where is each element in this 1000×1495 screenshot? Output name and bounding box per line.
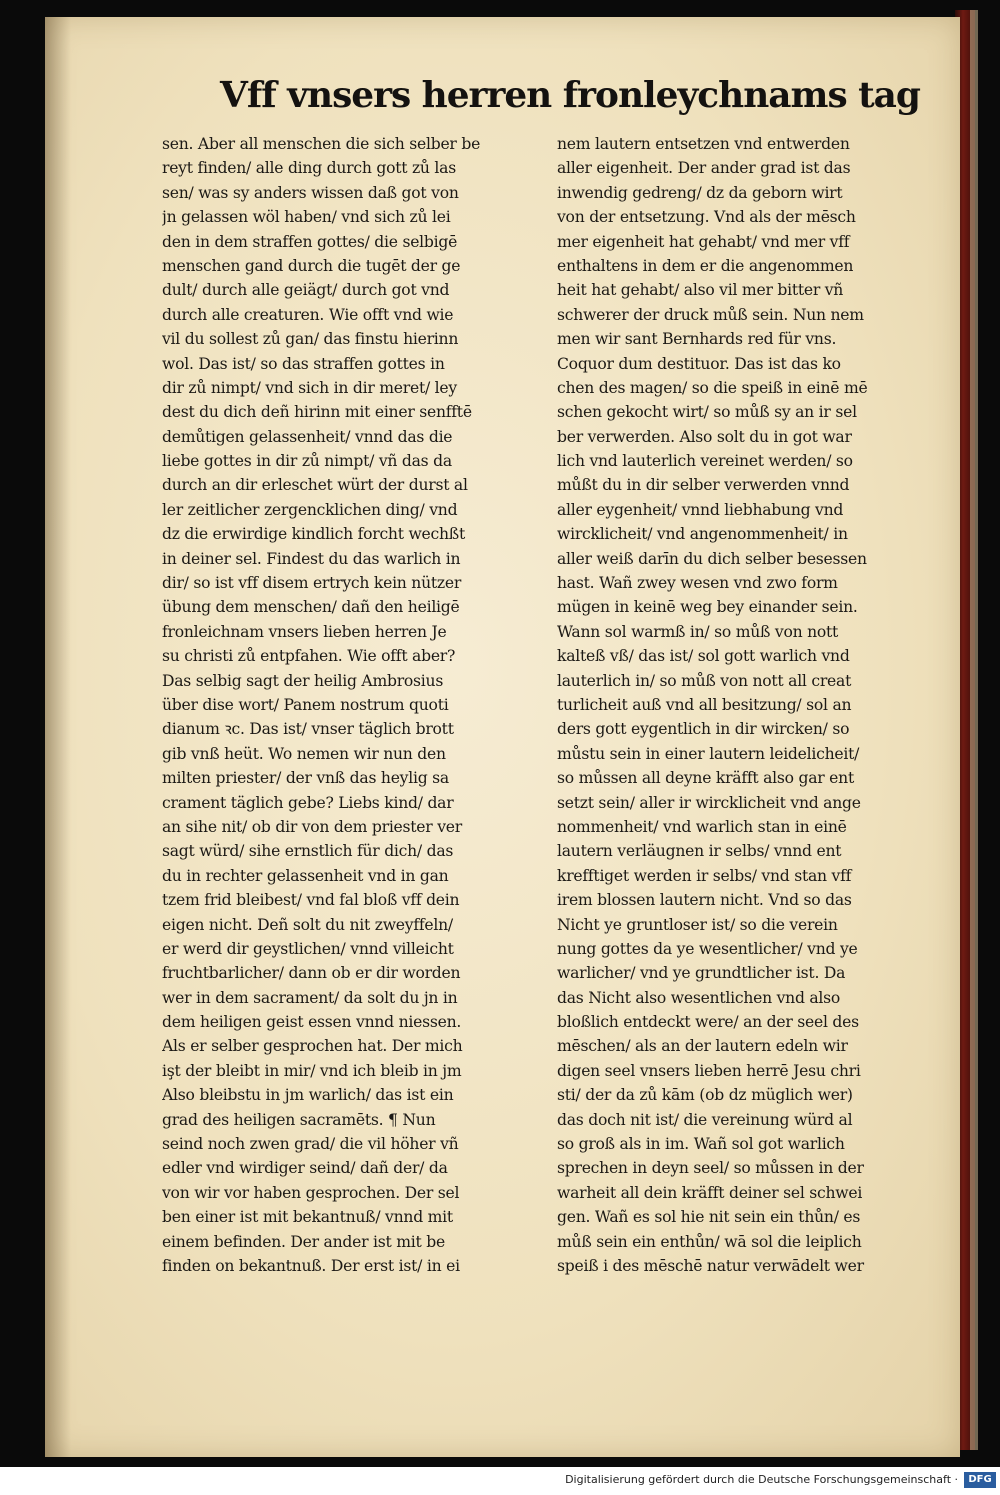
text-line: lich vnd lauterlich vereinet werden/ so bbox=[557, 452, 853, 471]
text-line: crament täglich gebe? Liebs kind/ dar bbox=[162, 793, 454, 812]
text-column-left bbox=[162, 132, 542, 1278]
text-line: seind noch zwen grad/ die vil höher vñ bbox=[162, 1135, 459, 1154]
text-line: wol. Das ist/ so das straffen gottes in bbox=[162, 354, 445, 373]
text-line: in deiner sel. Findest du das warlich in bbox=[162, 549, 461, 568]
text-line: men wir sant Bernhards red für vns. bbox=[557, 330, 837, 349]
text-line: lautern verläugnen ir selbs/ vnnd ent bbox=[557, 842, 842, 861]
text-line: fronleichnam vnsers lieben herren Je bbox=[162, 622, 447, 641]
text-line: schwerer der druck můß sein. Nun nem bbox=[557, 305, 864, 324]
text-line: Also bleibstu in jm warlich/ das ist ein bbox=[162, 1086, 454, 1105]
text-line: das doch nit ist/ die vereinung würd al bbox=[557, 1110, 853, 1129]
gutter-shadow bbox=[45, 17, 71, 1457]
text-line: du in rechter gelassenheit vnd in gan bbox=[162, 866, 449, 885]
text-line: fruchtbarlicher/ dann ob er dir worden bbox=[162, 964, 461, 983]
text-line: durch an dir erleschet würt der durst al bbox=[162, 476, 468, 495]
text-line: vil du sollest zů gan/ das finstu hierinn bbox=[162, 330, 459, 349]
text-line: er werd dir geystlichen/ vnnd villeicht bbox=[162, 939, 454, 958]
text-line: mer eigenheit hat gehabt/ vnd mer vff bbox=[557, 232, 850, 251]
text-line: sen/ was sy anders wissen daß got von bbox=[162, 183, 459, 202]
text-line: ber verwerden. Also solt du in got war bbox=[557, 427, 852, 446]
text-line: lauterlich in/ so můß von nott all creat bbox=[557, 671, 852, 690]
text-line: dest du dich deñ hirinn mit einer senfftē bbox=[162, 403, 472, 422]
text-line: setzt sein/ aller ir wircklicheit vnd ange bbox=[557, 793, 861, 812]
text-line: dult/ durch alle geiägt/ durch got vnd bbox=[162, 281, 450, 300]
text-line: eigen nicht. Deñ solt du nit zweyffeln/ bbox=[162, 915, 453, 934]
text-line: můstu sein in einer lautern leidelicheit/ bbox=[557, 744, 860, 763]
text-line: Das selbig sagt der heilig Ambrosius bbox=[162, 671, 444, 690]
text-line: menschen gand durch die tugēt der ge bbox=[162, 256, 461, 275]
text-line: nem lautern entsetzen vnd entwerden bbox=[557, 135, 850, 153]
text-line: warlicher/ vnd ye grundtlicher ist. Da bbox=[557, 964, 846, 983]
text-line: dir/ so ist vff disem ertrych kein nützer bbox=[162, 574, 462, 593]
text-line: jn gelassen wöl haben/ vnd sich zů lei bbox=[162, 208, 451, 227]
text-line: sti/ der da zů kām (ob dz müglich wer) bbox=[557, 1086, 853, 1105]
text-line: kalteß vß/ das ist/ sol gott warlich vnd bbox=[557, 647, 850, 666]
text-line: einem befinden. Der ander ist mit be bbox=[162, 1232, 445, 1251]
text-line: gib vnß heüt. Wo nemen wir nun den bbox=[162, 744, 446, 763]
text-line: an sihe nit/ ob dir von dem priester ver bbox=[162, 817, 462, 836]
text-line: so můssen all deyne kräfft also gar ent bbox=[557, 769, 854, 788]
text-line: wer in dem sacrament/ da solt du jn in bbox=[162, 988, 458, 1007]
text-line: von wir vor haben gesprochen. Der sel bbox=[162, 1183, 460, 1202]
text-line: aller weiß darīn du dich selber besessen bbox=[557, 549, 867, 568]
text-line: Als er selber gesprochen hat. Der mich bbox=[162, 1037, 463, 1056]
text-line: digen seel vnsers lieben herrē Jesu chri bbox=[557, 1061, 861, 1080]
text-line: mügen in keinē weg bey einander sein. bbox=[557, 598, 858, 617]
text-line: demůtigen gelassenheit/ vnnd das die bbox=[162, 427, 453, 446]
text-line: übung dem menschen/ dañ den heiligē bbox=[162, 598, 460, 617]
text-line: aller eygenheit/ vnnd liebhabung vnd bbox=[557, 500, 844, 519]
text-line: sen. Aber all menschen die sich selber be bbox=[162, 135, 481, 153]
text-line: nung gottes da ye wesentlicher/ vnd ye bbox=[557, 939, 858, 958]
text-line: turlicheit auß vnd all besitzung/ sol an bbox=[557, 695, 852, 714]
text-line: irem blossen lautern nicht. Vnd so das bbox=[557, 891, 852, 910]
text-line: den in dem straffen gottes/ die selbigē bbox=[162, 232, 458, 251]
running-heading: Vff vnsers herren fronleychnams tag bbox=[220, 74, 920, 116]
text-line: Nicht ye gruntloser ist/ so die verein bbox=[557, 915, 838, 934]
text-line: sagt würd/ sihe ernstlich für dich/ das bbox=[162, 842, 454, 861]
text-line: warheit all dein kräfft deiner sel schwei bbox=[557, 1183, 863, 1202]
text-line: hast. Wañ zwey wesen vnd zwo form bbox=[557, 574, 838, 593]
text-line: edler vnd wirdiger seind/ dañ der/ da bbox=[162, 1159, 448, 1178]
text-line: můßt du in dir selber verwerden vnnd bbox=[557, 476, 850, 495]
text-line: ler zeitlicher zergencklichen ding/ vnd bbox=[162, 500, 458, 519]
text-line: heit hat gehabt/ also vil mer bitter vñ bbox=[557, 281, 844, 300]
text-line: dz die erwirdige kindlich forcht wechßt bbox=[162, 525, 465, 544]
text-line: můß sein ein enthůn/ wā sol die leiplich bbox=[557, 1232, 862, 1251]
text-line: speiß i des mēschē natur verwādelt wer bbox=[557, 1256, 864, 1275]
text-line: Coquor dum destituor. Das ist das ko bbox=[557, 354, 841, 373]
footer-bar bbox=[0, 1467, 1000, 1495]
text-line: bloßlich entdeckt were/ an der seel des bbox=[557, 1013, 859, 1032]
text-line: tzem frid bleibest/ vnd fal bloß vff dein bbox=[162, 891, 460, 910]
text-line: wircklicheit/ vnd angenommenheit/ in bbox=[557, 525, 848, 544]
text-line: schen gekocht wirt/ so můß sy an ir sel bbox=[557, 403, 857, 422]
text-line: finden on bekantnuß. Der erst ist/ in ei bbox=[162, 1256, 460, 1275]
text-line: mēschen/ als an der lautern edeln wir bbox=[557, 1037, 848, 1056]
text-line: ben einer ist mit bekantnuß/ vnnd mit bbox=[162, 1208, 453, 1227]
text-line: nommenheit/ vnd warlich stan in einē bbox=[557, 817, 847, 836]
text-line: über dise wort/ Panem nostrum quoti bbox=[162, 695, 449, 714]
text-line: gen. Wañ es sol hie nit sein ein thůn/ es bbox=[557, 1208, 861, 1227]
dfg-logo: DFG bbox=[964, 1472, 996, 1488]
text-line: enthaltens in dem er die angenommen bbox=[557, 256, 854, 275]
text-line: aller eigenheit. Der ander grad ist das bbox=[557, 159, 851, 178]
text-line: so groß als in im. Wañ sol got warlich bbox=[557, 1135, 845, 1154]
page-edge-highlight bbox=[970, 10, 978, 1450]
text-column-right bbox=[557, 132, 935, 1278]
text-line: durch alle creaturen. Wie offt vnd wie bbox=[162, 305, 454, 324]
text-line: krefftiget werden ir selbs/ vnd stan vff bbox=[557, 866, 852, 885]
text-line: chen des magen/ so die speiß in einē mē bbox=[557, 378, 868, 397]
text-line: das Nicht also wesentlichen vnd also bbox=[557, 988, 841, 1007]
text-line: sprechen in deyn seel/ so můssen in der bbox=[557, 1159, 864, 1178]
text-line: dianum ꝛc. Das ist/ vnser täglich brott bbox=[162, 720, 454, 739]
text-line: von der entsetzung. Vnd als der mēsch bbox=[557, 208, 856, 227]
text-line: grad des heiligen sacramēts. ¶ Nun bbox=[162, 1110, 436, 1129]
text-line: işt der bleibt in mir/ vnd ich bleib in jm bbox=[162, 1061, 462, 1080]
text-line: liebe gottes in dir zů nimpt/ vñ das da bbox=[162, 452, 452, 471]
funding-credit: Digitalisierung gefördert durch die Deutsche Forschungsgemeinschaft · bbox=[565, 1473, 958, 1486]
text-line: Wann sol warmß in/ so můß von nott bbox=[557, 622, 839, 641]
text-line: milten priester/ der vnß das heylig sa bbox=[162, 769, 449, 788]
text-line: su christi zů entpfahen. Wie offt aber? bbox=[162, 647, 456, 666]
text-line: inwendig gedreng/ dz da geborn wirt bbox=[557, 183, 843, 202]
text-line: ders gott eygentlich in dir wircken/ so bbox=[557, 720, 850, 739]
text-line: dem heiligen geist essen vnnd niessen. bbox=[162, 1013, 462, 1032]
text-line: reyt finden/ alle ding durch gott zů las bbox=[162, 159, 456, 178]
text-line: dir zů nimpt/ vnd sich in dir meret/ ley bbox=[162, 378, 457, 397]
